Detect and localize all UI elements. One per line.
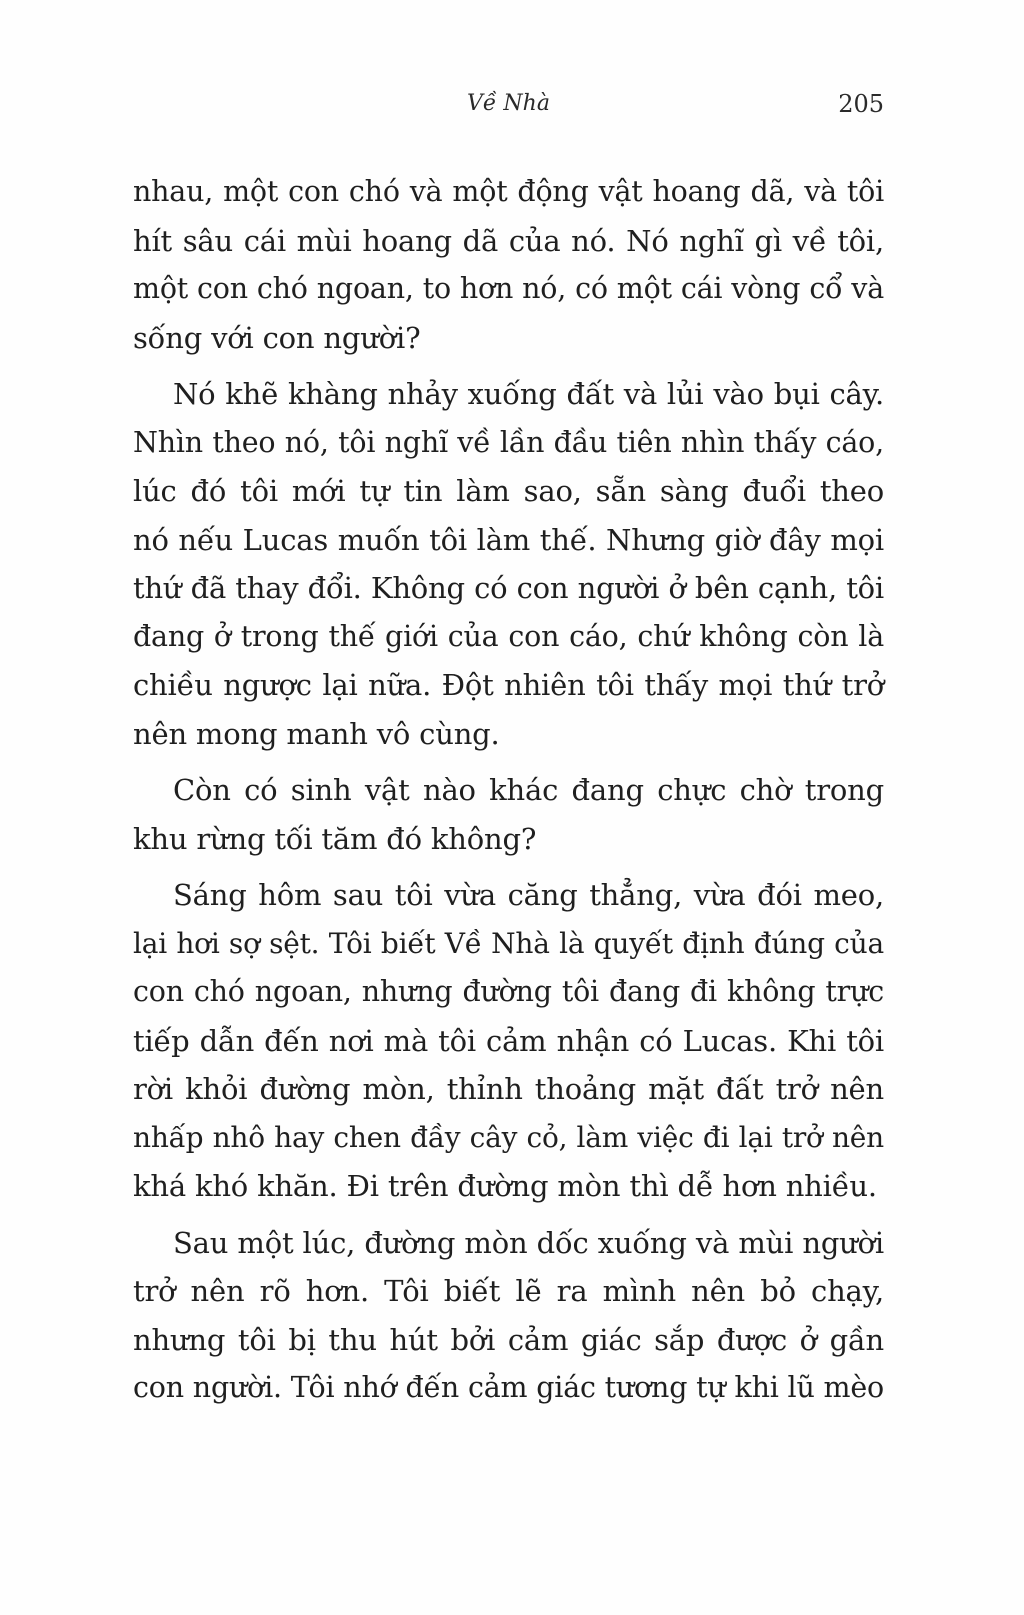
text-line: Nó khẽ khàng nhảy xuống đất và lủi vào bụi cây. bbox=[173, 377, 884, 411]
text-line: rời khỏi đường mòn, thỉnh thoảng mặt đất trở nên bbox=[133, 1072, 884, 1106]
text-line: khu rừng tối tăm đó không? bbox=[133, 821, 537, 856]
text-line: lúc đó tôi mới tự tin làm sao, sẵn sàng đuổi theo bbox=[133, 474, 884, 508]
text-line: tiếp dẫn đến nơi mà tôi cảm nhận có Lucas. Khi tôi bbox=[133, 1023, 884, 1058]
text-line: nhấp nhô hay chen đầy cây cỏ, làm việc đi lại trở nên bbox=[133, 1120, 884, 1154]
paragraph bbox=[133, 766, 884, 863]
text-line: Sáng hôm sau tôi vừa căng thẳng, vừa đói meo, bbox=[173, 878, 884, 912]
text-line: Nhìn theo nó, tôi nghĩ về lần đầu tiên nhìn thấy cáo, bbox=[133, 425, 884, 459]
text-line: đang ở trong thế giới của con cáo, chứ không còn là bbox=[133, 619, 884, 653]
running-title: Về Nhà bbox=[467, 91, 550, 116]
text-line: Còn có sinh vật nào khác đang chực chờ trong bbox=[173, 773, 884, 807]
paragraph bbox=[133, 168, 884, 362]
text-line: một con chó ngoan, to hơn nó, có một cái vòng cổ và bbox=[133, 272, 884, 305]
page-number: 205 bbox=[838, 90, 884, 118]
text-line: khá khó khăn. Đi trên đường mòn thì dễ hơn nhiều. bbox=[133, 1169, 877, 1203]
text-line: thứ đã thay đổi. Không có con người ở bên cạnh, tôi bbox=[133, 571, 884, 605]
text-line: con chó ngoan, nhưng đường tôi đang đi không trực bbox=[133, 975, 884, 1008]
text-line: hít sâu cái mùi hoang dã của nó. Nó nghĩ gì về tôi, bbox=[133, 223, 884, 258]
paragraph bbox=[133, 370, 884, 758]
text-line: Sau một lúc, đường mòn dốc xuống và mùi người bbox=[173, 1225, 884, 1260]
paragraph bbox=[133, 871, 884, 1211]
text-line: nên mong manh vô cùng. bbox=[133, 716, 500, 751]
text-line: nó nếu Lucas muốn tôi làm thế. Nhưng giờ đây mọi bbox=[133, 522, 884, 557]
text-line: sống với con người? bbox=[133, 320, 421, 355]
text-line: lại hơi sợ sệt. Tôi biết Về Nhà là quyết định đúng của bbox=[133, 926, 884, 960]
text-line: trở nên rõ hơn. Tôi biết lẽ ra mình nên bỏ chạy, bbox=[133, 1274, 884, 1308]
text-line: nhưng tôi bị thu hút bởi cảm giác sắp được ở gần bbox=[133, 1322, 884, 1357]
body-text bbox=[133, 168, 884, 1421]
text-line: chiều ngược lại nữa. Đột nhiên tôi thấy mọi thứ trở bbox=[133, 668, 884, 702]
text-line: nhau, một con chó và một động vật hoang dã, và tôi bbox=[133, 175, 884, 208]
running-header bbox=[133, 86, 884, 122]
text-line: con người. Tôi nhớ đến cảm giác tương tự khi lũ mèo bbox=[133, 1371, 884, 1404]
paragraph bbox=[133, 1219, 884, 1413]
